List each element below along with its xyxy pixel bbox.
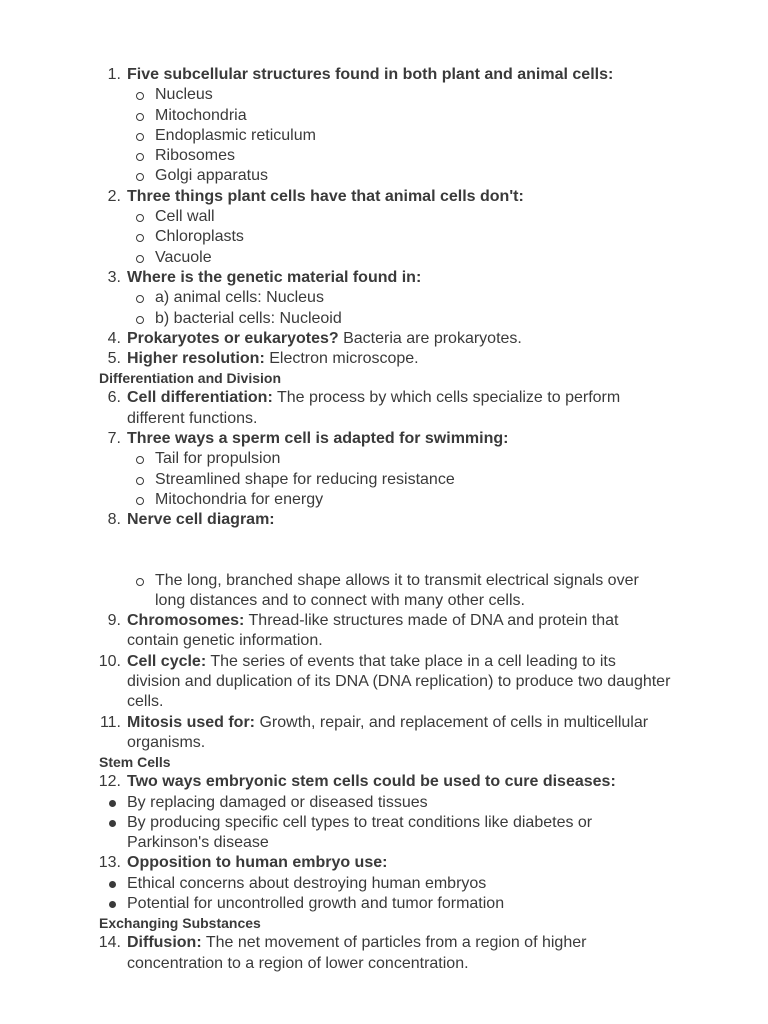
sub-list-text: Chloroplasts <box>155 228 244 246</box>
section-heading: Exchanging Substances <box>99 915 261 932</box>
bullet-dot-icon <box>109 820 116 827</box>
item-number: 13. <box>98 854 121 872</box>
item-number: 3. <box>107 268 121 286</box>
question-4 <box>0 329 768 349</box>
sub-list-text: Mitochondria for energy <box>155 490 324 508</box>
sub-list-text: a) animal cells: Nucleus <box>155 289 324 307</box>
sub-list-text: Cell wall <box>155 208 215 226</box>
diagram-placeholder <box>0 531 768 571</box>
sub-list-text: Tail for propulsion <box>155 450 281 468</box>
answer-text: Bacteria are prokaryotes. <box>343 329 522 347</box>
question-text: Five subcellular structures found in both plant and animal cells: <box>127 66 614 83</box>
sub-list-item <box>0 227 768 247</box>
sub-list-text: Mitochondria <box>155 106 247 124</box>
hollow-bullet-icon <box>136 173 144 181</box>
answer-text: Growth, repair, and replacement of cells in multicellular organisms. <box>127 713 649 751</box>
question-9 <box>0 611 768 652</box>
answer-text: The process by which cells specialize to perform different functions. <box>127 389 621 427</box>
bullet-item <box>0 813 768 854</box>
question-text: Mitosis used for: <box>127 713 256 731</box>
item-number: 7. <box>107 430 121 448</box>
question-1 <box>0 65 768 85</box>
answer-text: The series of events that take place in a cell leading to its division and duplication of its DNA (DNA replication) to produce two daughter cells. <box>127 652 671 711</box>
sub-list-item <box>0 449 768 469</box>
hollow-bullet-icon <box>136 92 144 100</box>
hollow-bullet-icon <box>136 497 144 505</box>
item-number: 11. <box>99 713 121 731</box>
hollow-bullet-icon <box>136 456 144 464</box>
bullet-text: Potential for uncontrolled growth and tumor formation <box>127 894 505 912</box>
hollow-bullet-icon <box>136 133 144 141</box>
answer-text: Thread-like structures made of DNA and protein that contain genetic information. <box>127 612 619 650</box>
sub-list-item <box>0 85 768 105</box>
item-number: 10. <box>98 652 121 670</box>
sub-list-item <box>0 146 768 166</box>
item-number: 14. <box>98 934 121 952</box>
question-7 <box>0 429 768 449</box>
sub-list-text: Endoplasmic reticulum <box>155 126 316 144</box>
sub-list-item <box>0 490 768 510</box>
question-13 <box>0 853 768 873</box>
hollow-bullet-icon <box>136 234 144 242</box>
item-number: 12. <box>98 773 121 791</box>
sub-list-item <box>0 309 768 329</box>
sub-list-text: b) bacterial cells: Nucleoid <box>155 309 342 327</box>
bullet-text: Ethical concerns about destroying human embryos <box>127 874 487 892</box>
sub-list-text: Ribosomes <box>155 147 236 165</box>
hollow-bullet-icon <box>136 316 144 324</box>
sub-list-text: Nucleus <box>155 86 213 104</box>
sub-list-item <box>0 126 768 146</box>
item-number: 4. <box>107 329 121 347</box>
item-number: 8. <box>107 511 121 529</box>
question-5 <box>0 349 768 369</box>
question-3 <box>0 268 768 288</box>
question-text: Opposition to human embryo use: <box>127 854 388 872</box>
sub-list-item <box>0 571 768 612</box>
bullet-item <box>0 874 768 894</box>
question-10 <box>0 652 768 713</box>
bullet-text: By producing specific cell types to treat conditions like diabetes or Parkinson's disease <box>127 813 593 852</box>
question-text: Three ways a sperm cell is adapted for swimming: <box>127 430 509 448</box>
hollow-bullet-icon <box>136 578 144 586</box>
bullet-dot-icon <box>109 800 116 807</box>
item-number: 9. <box>107 612 121 630</box>
bullet-item <box>0 894 768 914</box>
sub-list-item <box>0 166 768 186</box>
sub-list-text: Golgi apparatus <box>155 167 268 185</box>
question-text: Nerve cell diagram: <box>127 511 275 529</box>
section-heading: Differentiation and Division <box>99 370 282 387</box>
answer-text: Electron microscope. <box>269 350 419 368</box>
question-text: Cell cycle: <box>127 652 207 670</box>
hollow-bullet-icon <box>136 295 144 303</box>
hollow-bullet-icon <box>136 153 144 161</box>
sub-list-text: Streamlined shape for reducing resistance <box>155 470 455 488</box>
sub-list-item <box>0 288 768 308</box>
sub-list-item <box>0 207 768 227</box>
hollow-bullet-icon <box>136 477 144 485</box>
bullet-dot-icon <box>109 901 116 908</box>
question-2 <box>0 187 768 207</box>
bullet-dot-icon <box>109 881 116 888</box>
item-number: 6. <box>107 389 121 407</box>
item-number: 1. <box>107 66 121 83</box>
sub-list-item <box>0 106 768 126</box>
answer-text: The net movement of particles from a region of higher concentration to a region of lower concentration. <box>127 934 587 972</box>
question-12 <box>0 772 768 792</box>
question-text: Diffusion: <box>127 934 202 952</box>
bullet-item <box>0 793 768 813</box>
hollow-bullet-icon <box>136 255 144 263</box>
question-11 <box>0 713 768 754</box>
question-8 <box>0 510 768 530</box>
question-text: Three things plant cells have that animal cells don't: <box>127 187 524 205</box>
question-text: Cell differentiation: <box>127 389 273 407</box>
sub-list-item <box>0 248 768 268</box>
question-text: Chromosomes: <box>127 612 245 630</box>
question-6 <box>0 388 768 429</box>
question-text: Where is the genetic material found in: <box>127 268 422 286</box>
item-number: 2. <box>107 187 121 205</box>
question-text: Two ways embryonic stem cells could be used to cure diseases: <box>127 773 616 791</box>
hollow-bullet-icon <box>136 214 144 222</box>
bullet-text: By replacing damaged or diseased tissues <box>127 793 428 811</box>
question-text: Prokaryotes or eukaryotes? <box>127 329 339 347</box>
sub-list-text: The long, branched shape allows it to transmit electrical signals over long distances and to connect with many other cells. <box>155 571 639 609</box>
question-14 <box>0 933 768 974</box>
hollow-bullet-icon <box>136 113 144 121</box>
sub-list-item <box>0 470 768 490</box>
item-number: 5. <box>107 350 121 368</box>
document-body <box>0 65 768 974</box>
sub-list-text: Vacuole <box>155 248 212 266</box>
question-text: Higher resolution: <box>127 350 265 368</box>
section-heading: Stem Cells <box>99 754 171 771</box>
